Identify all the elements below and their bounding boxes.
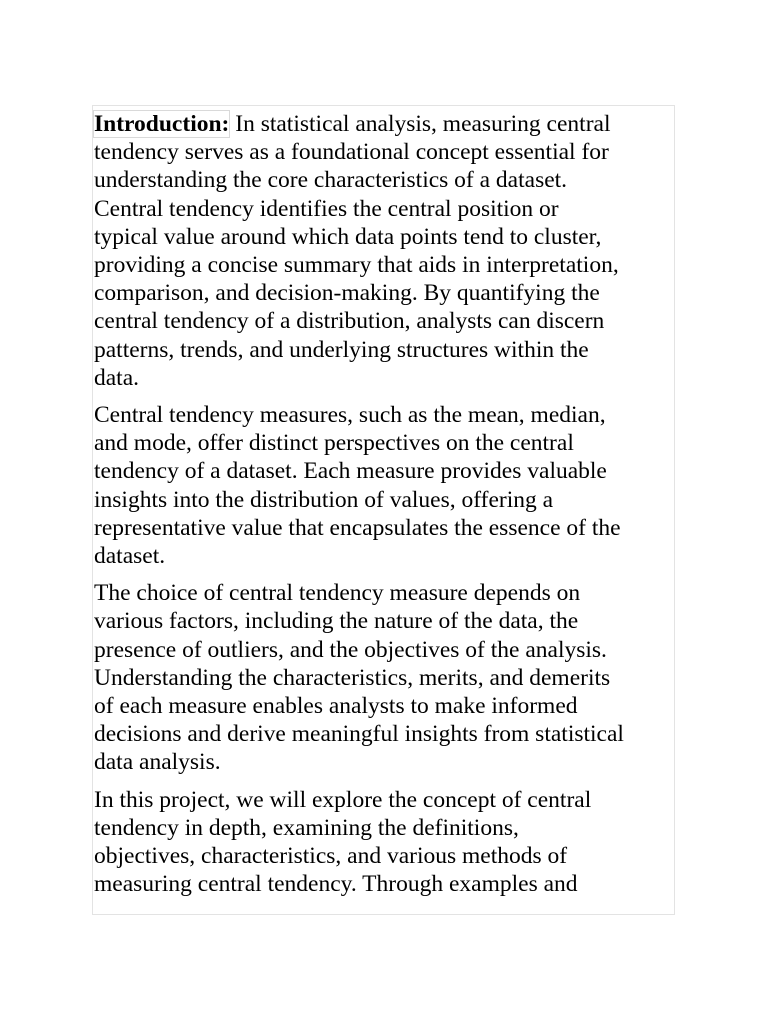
paragraph-line: comparison, and decision-making. By quantifying the	[94, 280, 600, 307]
paragraph-line: In this project, we will explore the concept of central	[94, 786, 592, 813]
paragraph-line: presence of outliers, and the objectives of the analysis.	[94, 636, 607, 663]
paragraph-line: data analysis.	[94, 749, 221, 776]
paragraph-line: tendency in depth, examining the definitions,	[94, 814, 519, 841]
paragraph-line: understanding the core characteristics of a dataset.	[94, 167, 568, 194]
paragraph-line: Central tendency identifies the central position or	[94, 195, 559, 222]
paragraph-line: dataset.	[94, 543, 166, 570]
paragraph-text: In statistical analysis, measuring central	[229, 111, 611, 137]
paragraph-line: measuring central tendency. Through examples and	[94, 871, 578, 898]
paragraph-line	[94, 110, 675, 138]
paragraph-line: The choice of central tendency measure depends on	[94, 580, 581, 607]
paragraph-line: of each measure enables analysts to make informed	[94, 693, 578, 720]
paragraph-line: Understanding the characteristics, merits, and demerits	[94, 664, 611, 691]
text-body	[94, 110, 675, 907]
paragraph-choice	[94, 579, 675, 776]
paragraph-introduction	[94, 110, 675, 392]
paragraph-line: tendency of a dataset. Each measure provides valuable	[94, 458, 607, 485]
paragraph-project	[94, 786, 675, 899]
paragraph-line: providing a concise summary that aids in interpretation,	[94, 252, 619, 279]
paragraph-line: typical value around which data points tend to cluster,	[94, 223, 602, 250]
paragraph-line: representative value that encapsulates the essence of the	[94, 514, 621, 541]
paragraph-line: objectives, characteristics, and various methods of	[94, 843, 568, 870]
paragraph-line: data.	[94, 364, 140, 391]
paragraph-line: insights into the distribution of values, offering a	[94, 486, 554, 513]
paragraph-line: decisions and derive meaningful insights from statistical	[94, 721, 624, 748]
text-frame[interactable]	[92, 105, 675, 915]
paragraph-line: tendency serves as a foundational concept essential for	[94, 139, 609, 166]
introduction-heading: Introduction:	[94, 111, 230, 137]
paragraph-line: Central tendency measures, such as the mean, median,	[94, 402, 606, 429]
paragraph-line: patterns, trends, and underlying structures within the	[94, 336, 589, 363]
paragraph-measures	[94, 401, 675, 570]
paragraph-line: central tendency of a distribution, analysts can discern	[94, 308, 605, 335]
paragraph-line: various factors, including the nature of the data, the	[94, 608, 579, 635]
paragraph-line: and mode, offer distinct perspectives on the central	[94, 430, 574, 457]
